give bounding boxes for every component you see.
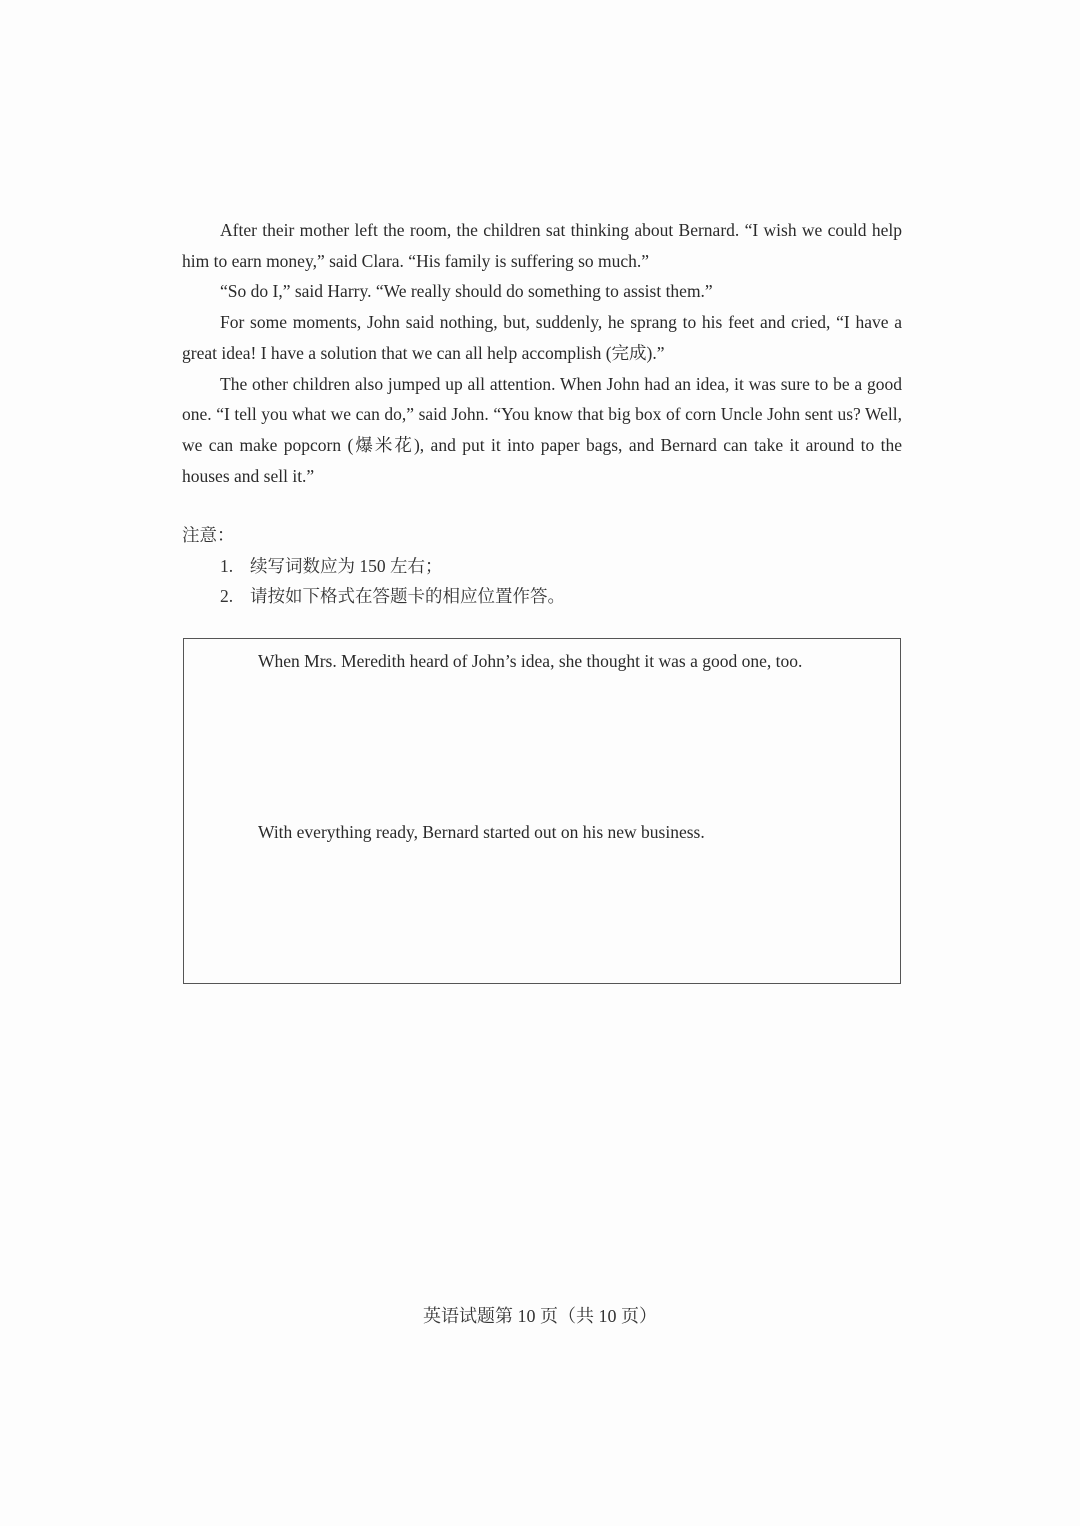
continuation-prompt-2: With everything ready, Bernard started out on his new business. (258, 822, 705, 842)
instructions-title: 注意： (182, 525, 235, 545)
instruction-number: 2. (220, 586, 234, 606)
passage-paragraph: “So do I,” said Harry. “We really should do something to assist them.” (220, 281, 713, 302)
instructions (182, 520, 565, 612)
instruction-item (220, 581, 565, 612)
passage-paragraph: After their mother left the room, the children sat thinking about Bernard. “I wish we could help him to earn money,” said Clara. “His family is suffering so much.” (182, 220, 902, 271)
continuation-prompt-1: When Mrs. Meredith heard of John’s idea, she thought it was a good one, too. (258, 651, 803, 671)
page-footer: 英语试题第 10 页（共 10 页） (423, 1306, 657, 1326)
instructions-list (182, 551, 565, 612)
answer-format-box (183, 638, 901, 984)
instruction-number: 1. (220, 555, 234, 576)
passage-paragraph: The other children also jumped up all attention. When John had an idea, it was sure to be a good one. “I tell you what we can do,” said John. “You know that big box of corn Uncle John sent us? Well, we can make popcorn (爆米花), and put it into paper bags, and Bernard can take it around to the houses and sell it.” (182, 373, 902, 486)
instruction-item (220, 551, 565, 582)
instruction-text: 请按如下格式在答题卡的相应位置作答。 (250, 586, 565, 606)
reading-passage (182, 215, 902, 491)
instruction-text: 续写词数应为 150 左右； (250, 555, 443, 576)
passage-paragraph: For some moments, John said nothing, but, suddenly, he sprang to his feet and cried, “I have a great idea! I have a solution that we can all help accomplish (完成).” (182, 312, 902, 363)
